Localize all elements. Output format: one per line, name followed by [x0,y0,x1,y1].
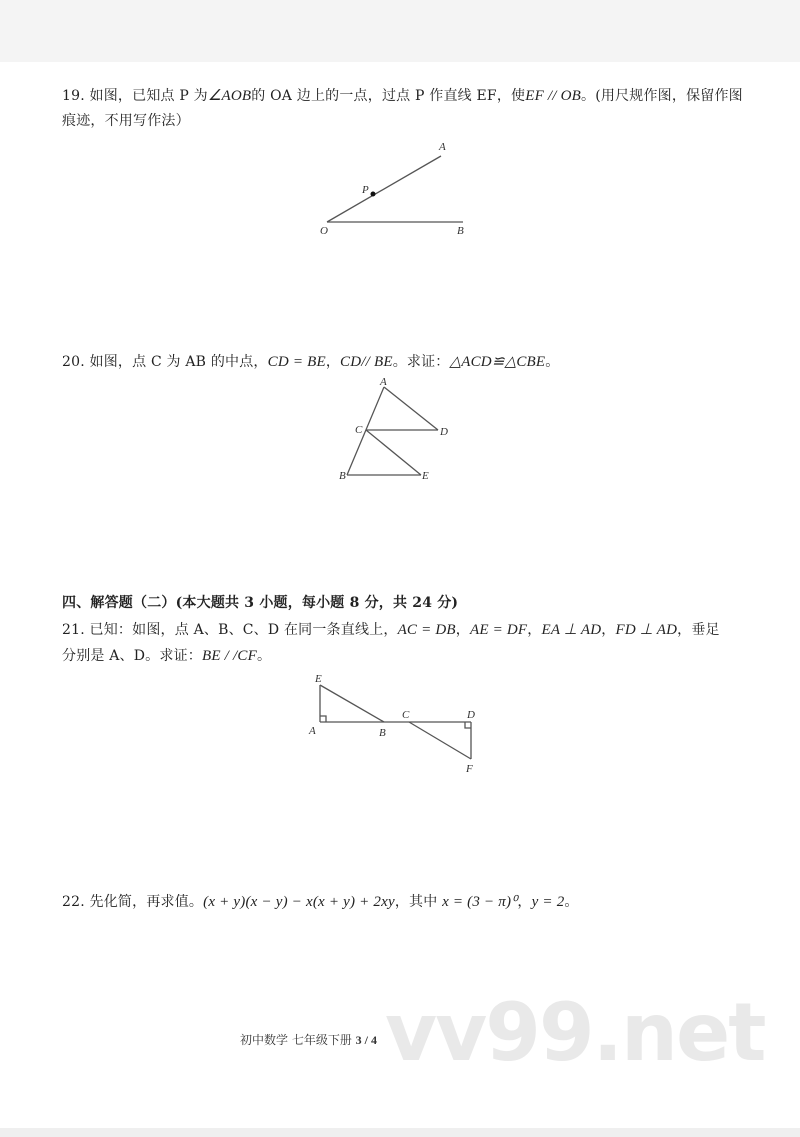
text-segment: ， [455,622,470,638]
math-expression: EA ⊥ AD [541,622,602,638]
label-e: E [422,470,429,482]
right-angle-d [465,722,471,728]
ray-oa [327,156,441,222]
label-a: A [380,376,387,388]
text-segment: 分别是 A、D。求证： [62,648,202,664]
math-expression: CD// BE [340,354,393,370]
label-b: B [379,727,386,739]
label-d: D [440,426,448,438]
text-segment: ， [527,622,542,638]
math-expression: BE / /CF [202,648,257,664]
segment-ce [366,430,421,475]
label-c: C [355,424,363,436]
math-expression: FD ⊥ AD [615,622,678,638]
math-expression: x = (3 − π)⁰ [442,894,518,910]
math-expression: ∠AOB [207,88,252,104]
text-segment: 。(用尺规作图，保留作图 [581,88,743,104]
q21-line2 [62,647,271,665]
watermark: vv99.net [385,986,765,1079]
q22-line1 [62,893,579,911]
text-segment: 21. 已知：如图，点 A、B、C、D 在同一条直线上， [62,622,398,638]
math-expression: AC = DB [397,622,456,638]
text-segment: 19. 如图，已知点 P 为 [62,88,208,104]
text-segment: 22. 先化简，再求值。 [62,894,204,910]
math-expression: EF // OB [525,88,582,104]
text-segment: 。 [564,894,579,910]
text-segment: 。 [256,648,272,664]
label-d: D [467,709,475,721]
page-bottom-margin [0,1128,800,1137]
segment-ad [384,387,438,430]
math-expression: CD = BE [267,354,326,370]
math-expression: △ACD≌△CBE [449,354,546,370]
text-segment: 的 OA 边上的一点，过点 P 作直线 EF，使 [251,88,526,104]
math-expression: AE = DF [469,622,528,638]
math-expression: (x + y)(x − y) − x(x + y) + 2xy [203,894,395,910]
page-number: 3 / 4 [355,1033,377,1047]
text-segment: ， [517,894,532,910]
right-angle-a [320,716,326,722]
section-heading: 四、解答题（二）(本大题共 3 小题，每小题 8 分，共 24 分) [62,595,459,611]
label-b: B [457,225,464,237]
text-segment: 。 [545,354,560,370]
q21-line1 [62,621,720,639]
label-o: O [320,225,328,237]
text-segment: 痕迹，不用写作法） [62,113,190,129]
label-p: P [362,184,369,196]
segment-eb [320,685,384,722]
math-expression: y = 2 [531,894,565,910]
text-segment: 20. 如图，点 C 为 AB 的中点， [62,354,268,370]
point-p [371,192,376,197]
segment-cf [409,722,471,759]
label-c: C [402,709,410,721]
label-e: E [315,673,322,685]
page-footer [240,1032,377,1048]
text-segment: ，其中 [394,894,443,910]
footer-subject: 初中数学 七年级下册 [240,1033,356,1047]
segment-ab [347,387,384,475]
text-segment: ，垂足 [677,622,720,638]
text-segment: ， [601,622,616,638]
label-a: A [309,725,316,737]
text-segment: ， [325,354,341,370]
label-b: B [339,470,346,482]
label-f: F [466,763,473,775]
label-a: A [439,141,446,153]
q20-line1 [62,353,559,371]
text-segment: 。求证： [392,354,450,370]
